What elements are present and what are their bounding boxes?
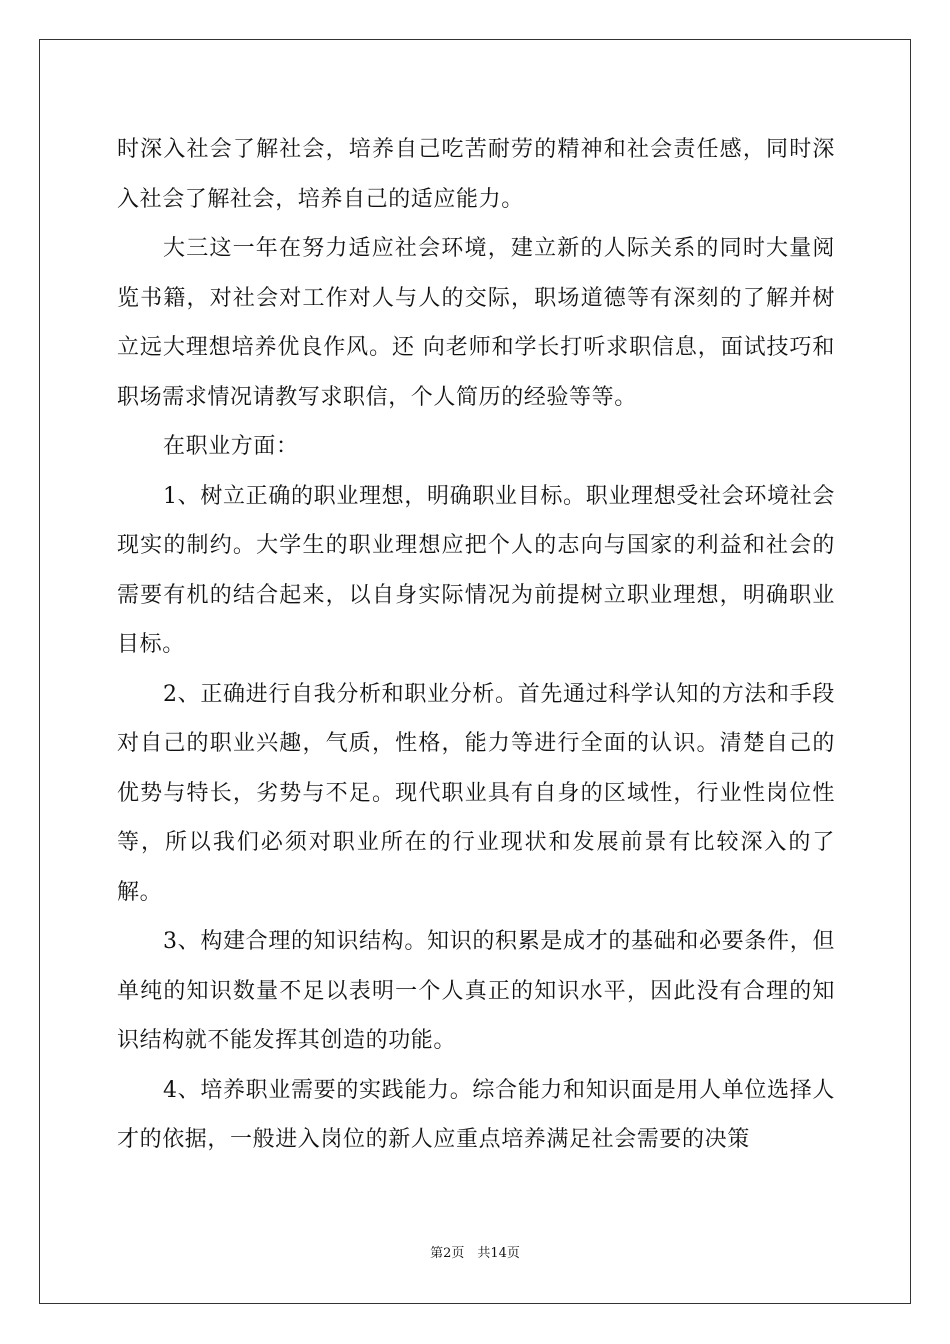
page-number-footer: 第2页 共14页 — [430, 1246, 520, 1261]
paragraph-item-3: 3、构建合理的知识结构。知识的积累是成才的基础和必要条件，但单纯的知识数量不足以表明一个人真正的知识水平，因此没有合理的知识结构就不能发挥其创造的功能。 — [117, 929, 835, 1053]
paragraph-item-2: 2、正确进行自我分析和职业分析。首先通过科学认知的方法和手段对自己的职业兴趣，气质，性格，能力等进行全面的认识。清楚自己的优势与特长，劣势与不足。现代职业具有自身的区域性，行业性岗位性等，所以我们必须对职业所在的行业现状和发展前景有比较深入的了解。 — [117, 681, 835, 905]
paragraph-continued: 时深入社会了解社会，培养自己吃苦耐劳的精神和社会责任感，同时深入社会了解社会，培养自己的适应能力。 — [117, 137, 835, 212]
document-body — [117, 125, 835, 1165]
paragraph-junior-year: 大三这一年在努力适应社会环境，建立新的人际关系的同时大量阅览书籍，对社会对工作对人与人的交际，职场道德等有深刻的了解并树立远大理想培养优良作风。还 向老师和学长打听求职信息，面试技巧和职场需求情况请教写求职信，个人简历的经验等等。 — [117, 236, 835, 410]
paragraph-item-1: 1、树立正确的职业理想，明确职业目标。职业理想受社会环境社会现实的制约。大学生的职业理想应把个人的志向与国家的利益和社会的需要有机的结合起来，以自身实际情况为前提树立职业理想，明确职业目标。 — [117, 483, 835, 657]
paragraph-item-4: 4、培养职业需要的实践能力。综合能力和知识面是用人单位选择人才的依据，一般进入岗位的新人应重点培养满足社会需要的决策 — [117, 1077, 835, 1152]
section-heading-career: 在职业方面： — [163, 434, 299, 459]
